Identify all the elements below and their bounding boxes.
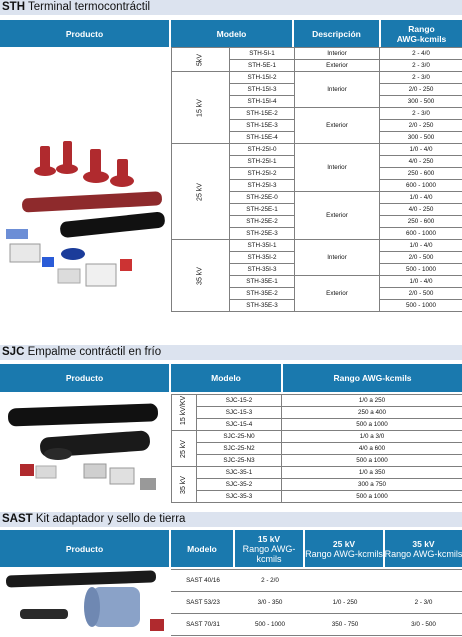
sjc-kv-25: 25 kV <box>172 431 197 467</box>
sast-range-35 <box>385 570 462 592</box>
sast-title: Kit adaptador y sello de tierra <box>32 513 186 525</box>
sth-desc: Exterior <box>295 276 380 312</box>
sth-model: STH-15I-3 <box>230 84 295 96</box>
sth-range: 500 - 1000 <box>380 300 462 312</box>
sjc-kv-15: 15 kV/KV <box>172 395 197 431</box>
sth-range: 2/0 - 250 <box>380 84 462 96</box>
sth-title: Terminal termocontráctil <box>25 1 151 13</box>
sth-range: 1/0 - 4/0 <box>380 240 462 252</box>
sth-range: 250 - 600 <box>380 168 462 180</box>
sth-range: 2/0 - 500 <box>380 288 462 300</box>
sth-range: 1/0 - 4/0 <box>380 276 462 288</box>
sjc-header-producto: Producto <box>0 364 169 392</box>
sast-table <box>171 569 462 636</box>
table-row <box>171 592 462 614</box>
sth-model: STH-25I-3 <box>230 180 295 192</box>
sast-header-35kv-label: 35 kV <box>412 538 435 549</box>
sth-model: STH-25E-2 <box>230 216 295 228</box>
sast-header-25kv <box>305 530 383 567</box>
sth-kv-5: 5kV <box>172 48 230 72</box>
sth-kv-35: 35 kV <box>172 240 230 312</box>
table-row <box>172 443 462 455</box>
sast-range-25 <box>305 570 385 592</box>
sth-desc: Interior <box>295 240 380 276</box>
sth-range: 1/0 - 4/0 <box>380 192 462 204</box>
sth-range: 600 - 1000 <box>380 228 462 240</box>
sth-desc: Exterior <box>295 60 380 72</box>
sast-model: SAST 70/31 <box>171 614 235 636</box>
sth-model: STH-35E-3 <box>230 300 295 312</box>
sjc-model: SJC-35-1 <box>197 467 282 479</box>
sjc-range: 1/0 a 3/0 <box>282 431 462 443</box>
sast-header-15kv-label: 15 kV <box>257 533 281 544</box>
sth-desc: Exterior <box>295 192 380 240</box>
sast-model: SAST 53/23 <box>171 592 235 614</box>
sth-range: 2/0 - 250 <box>380 120 462 132</box>
sjc-model: SJC-25-N2 <box>197 443 282 455</box>
sth-section-title <box>0 0 462 15</box>
table-row <box>172 491 462 503</box>
sast-header-25kv-rango: Rango AWG-kcmils <box>305 548 383 559</box>
sjc-table <box>171 394 462 503</box>
sth-range: 600 - 1000 <box>380 180 462 192</box>
table-row <box>172 144 462 156</box>
sast-range-25: 350 - 750 <box>305 614 385 636</box>
sth-range: 4/0 - 250 <box>380 204 462 216</box>
sth-range: 1/0 - 4/0 <box>380 144 462 156</box>
sast-section-title <box>0 512 462 527</box>
sjc-model: SJC-15-3 <box>197 407 282 419</box>
sast-header-35kv <box>385 530 462 567</box>
sth-model: STH-35I-2 <box>230 252 295 264</box>
sth-model: STH-25I-0 <box>230 144 295 156</box>
sth-header-modelo: Modelo <box>171 20 292 47</box>
sth-range: 2 - 3/0 <box>380 60 462 72</box>
sast-model: SAST 40/16 <box>171 570 235 592</box>
sth-header-rango-line2: AWG-kcmils <box>396 33 447 44</box>
sjc-model: SJC-15-2 <box>197 395 282 407</box>
sth-desc: Interior <box>295 72 380 108</box>
sth-header-producto: Producto <box>0 20 169 47</box>
sth-model: STH-35E-2 <box>230 288 295 300</box>
sth-desc: Interior <box>295 48 380 60</box>
sth-model: STH-15I-4 <box>230 96 295 108</box>
sth-range: 2 - 3/0 <box>380 108 462 120</box>
sth-product-photo <box>0 49 169 329</box>
table-row <box>171 570 462 592</box>
sth-header-descripcion: Descripción <box>294 20 379 47</box>
sjc-range: 1/0 a 350 <box>282 467 462 479</box>
sth-model: STH-25I-2 <box>230 168 295 180</box>
sth-table <box>171 47 462 312</box>
sth-model: STH-5I-1 <box>230 48 295 60</box>
sth-model: STH-35I-1 <box>230 240 295 252</box>
sth-model: STH-25E-3 <box>230 228 295 240</box>
sth-product-illustration <box>0 49 169 329</box>
sjc-range: 500 a 1000 <box>282 419 462 431</box>
sth-desc: Exterior <box>295 108 380 144</box>
sjc-model: SJC-25-N3 <box>197 455 282 467</box>
sth-model: STH-25I-1 <box>230 156 295 168</box>
sjc-model: SJC-35-3 <box>197 491 282 503</box>
table-row <box>172 431 462 443</box>
sjc-kv-35: 35 kV <box>172 467 197 503</box>
sth-range: 2 - 4/0 <box>380 48 462 60</box>
table-row <box>172 467 462 479</box>
sast-product-illustration <box>0 569 169 637</box>
table-row <box>172 479 462 491</box>
sjc-code: SJC <box>2 346 25 358</box>
sast-header-15kv <box>235 530 303 567</box>
sth-header-rango <box>381 20 462 47</box>
sast-header-35kv-rango: Rango AWG-kcmils <box>384 548 462 559</box>
sjc-range: 500 a 1000 <box>282 491 462 503</box>
sth-code: STH <box>2 1 25 13</box>
sth-model: STH-35E-1 <box>230 276 295 288</box>
sth-kv-25: 25 kV <box>172 144 230 240</box>
table-row <box>172 419 462 431</box>
table-row <box>172 240 462 252</box>
sth-range: 500 - 1000 <box>380 264 462 276</box>
sth-model: STH-15E-2 <box>230 108 295 120</box>
table-row <box>172 395 462 407</box>
sth-model: STH-15E-4 <box>230 132 295 144</box>
table-row <box>172 455 462 467</box>
sast-header-15kv-rango: Rango AWG-kcmils <box>242 543 296 564</box>
sth-desc: Interior <box>295 144 380 192</box>
sast-product-photo <box>0 569 169 637</box>
sth-model: STH-25E-0 <box>230 192 295 204</box>
sast-range-35: 2 - 3/0 <box>385 592 462 614</box>
table-row <box>172 72 462 84</box>
sjc-model: SJC-15-4 <box>197 419 282 431</box>
sast-header-25kv-label: 25 kV <box>332 538 356 549</box>
sjc-header-modelo: Modelo <box>171 364 281 392</box>
sth-range: 4/0 - 250 <box>380 156 462 168</box>
sth-model: STH-5E-1 <box>230 60 295 72</box>
sjc-range: 1/0 a 250 <box>282 395 462 407</box>
sjc-section-title <box>0 345 462 360</box>
sth-range: 300 - 500 <box>380 96 462 108</box>
sth-model: STH-35I-3 <box>230 264 295 276</box>
sjc-range: 4/0 a 600 <box>282 443 462 455</box>
table-row <box>172 407 462 419</box>
sjc-range: 500 a 1000 <box>282 455 462 467</box>
sast-range-15: 3/0 - 350 <box>235 592 305 614</box>
sth-range: 2/0 - 500 <box>380 252 462 264</box>
sast-header-producto: Producto <box>0 530 169 567</box>
sast-range-15: 2 - 2/0 <box>235 570 305 592</box>
sjc-range: 300 a 750 <box>282 479 462 491</box>
table-row <box>172 48 462 60</box>
sjc-header-rango: Rango AWG-kcmils <box>283 364 462 392</box>
sth-range: 300 - 500 <box>380 132 462 144</box>
sast-header-modelo: Modelo <box>171 530 233 567</box>
sjc-product-photo <box>0 394 169 506</box>
sth-range: 2 - 3/0 <box>380 72 462 84</box>
sast-code: SAST <box>2 513 33 525</box>
sth-header-rango-line1: Rango <box>408 23 435 34</box>
sjc-title: Empalme contráctil en frío <box>24 346 162 358</box>
table-row <box>171 614 462 636</box>
sth-model: STH-25E-1 <box>230 204 295 216</box>
sast-range-15: 500 - 1000 <box>235 614 305 636</box>
sjc-range: 250 a 400 <box>282 407 462 419</box>
sth-kv-15: 15 kV <box>172 72 230 144</box>
sast-range-25: 1/0 - 250 <box>305 592 385 614</box>
sjc-model: SJC-25-N0 <box>197 431 282 443</box>
sth-model: STH-15I-2 <box>230 72 295 84</box>
sjc-product-illustration <box>0 394 169 506</box>
sth-model: STH-15E-3 <box>230 120 295 132</box>
sast-range-35: 3/0 - 500 <box>385 614 462 636</box>
sjc-model: SJC-35-2 <box>197 479 282 491</box>
sth-range: 250 - 600 <box>380 216 462 228</box>
